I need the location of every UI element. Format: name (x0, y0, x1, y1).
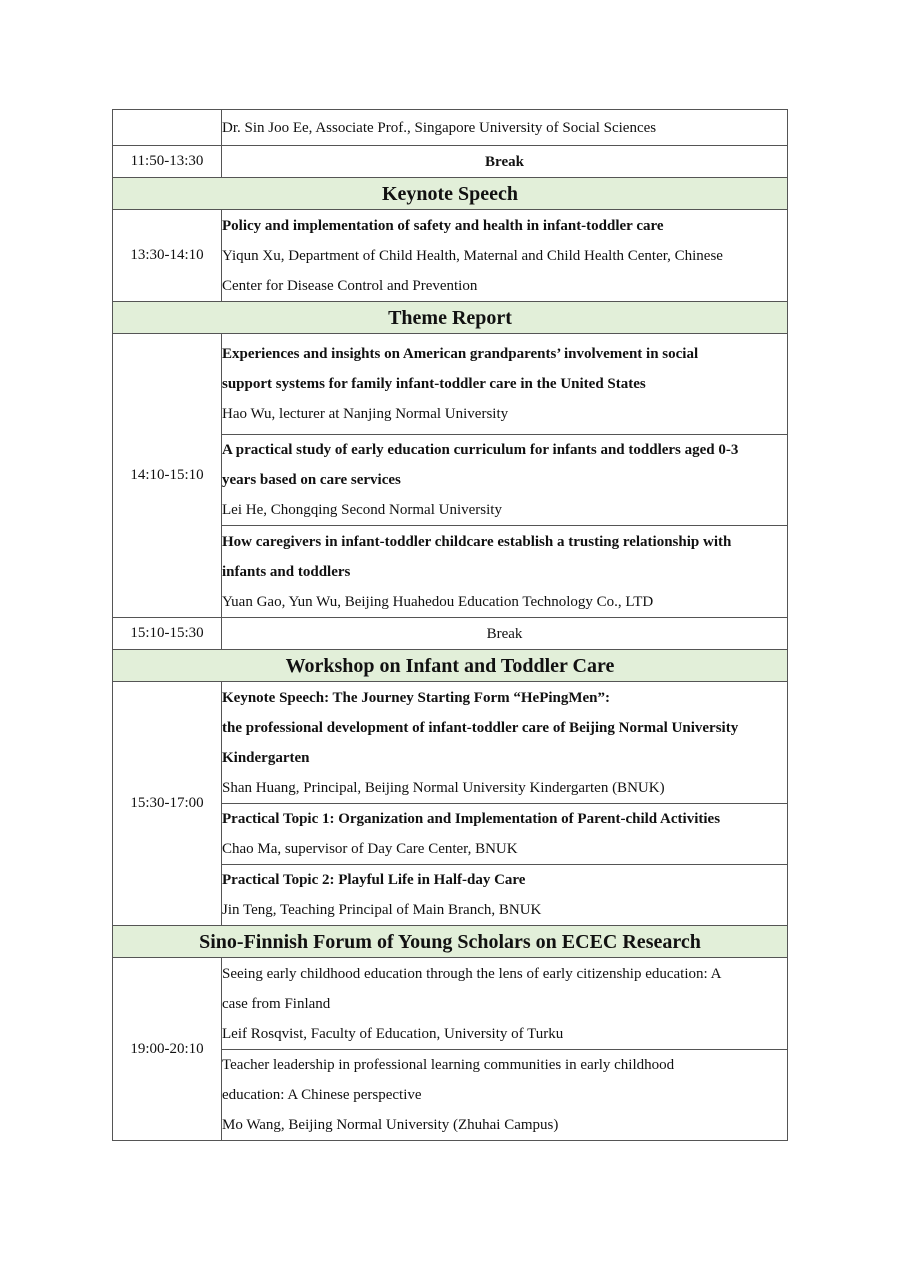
session-cell (222, 958, 788, 1050)
section-header-row (113, 650, 788, 682)
talk-title: How caregivers in infant-toddler childcare establish a trusting relationship with (222, 533, 732, 550)
talk-title: Seeing early childhood education through the lens of early citizenship education: A (222, 965, 722, 982)
session-cell (222, 210, 788, 302)
schedule-table (112, 109, 788, 1141)
time-cell (113, 110, 222, 146)
table-row (113, 146, 788, 178)
talk-title: Teacher leadership in professional learning communities in early childhood (222, 1057, 675, 1073)
talk-title: Practical Topic 2: Playful Life in Half-day Care (222, 872, 526, 888)
table-row (113, 682, 788, 804)
speaker-text: Shan Huang, Principal, Beijing Normal University Kindergarten (BNUK) (222, 779, 665, 796)
speaker-text: Yiqun Xu, Department of Child Health, Maternal and Child Health Center, Chinese (222, 247, 723, 264)
speaker-text: Mo Wang, Beijing Normal University (Zhuhai Campus) (222, 1117, 559, 1133)
section-header-row (113, 178, 788, 210)
break-cell: Break (222, 618, 788, 650)
session-cell (222, 1050, 788, 1141)
section-title: Sino-Finnish Forum of Young Scholars on ECEC Research (113, 926, 788, 958)
table-row (113, 618, 788, 650)
talk-title: support systems for family infant-toddler care in the United States (222, 376, 646, 392)
talk-title: Keynote Speech: The Journey Starting Form “HePingMen”: (222, 689, 611, 706)
session-cell (222, 110, 788, 146)
session-cell (222, 804, 788, 865)
talk-title: Experiences and insights on American grandparents’ involvement in social (222, 346, 699, 362)
talk-title: years based on care services (222, 472, 401, 488)
time-cell: 15:30-17:00 (113, 682, 222, 926)
session-cell (222, 334, 788, 435)
speaker-text: Chao Ma, supervisor of Day Care Center, BNUK (222, 841, 518, 857)
speaker-text: Jin Teng, Teaching Principal of Main Branch, BNUK (222, 902, 542, 918)
session-cell (222, 526, 788, 618)
talk-title: the professional development of infant-toddler care of Beijing Normal University (222, 719, 739, 736)
session-cell (222, 435, 788, 526)
session-cell (222, 682, 788, 804)
break-cell: Break (222, 146, 788, 178)
speaker-text: Dr. Sin Joo Ee, Associate Prof., Singapore University of Social Sciences (222, 119, 657, 136)
time-cell: 14:10-15:10 (113, 334, 222, 618)
section-title: Theme Report (113, 302, 788, 334)
section-header-row (113, 302, 788, 334)
talk-title: Practical Topic 1: Organization and Implementation of Parent-child Activities (222, 811, 721, 827)
talk-title: Kindergarten (222, 749, 310, 766)
talk-title: case from Finland (222, 995, 331, 1012)
time-cell: 13:30-14:10 (113, 210, 222, 302)
section-header-row (113, 926, 788, 958)
time-cell: 19:00-20:10 (113, 958, 222, 1141)
table-row (113, 210, 788, 302)
talk-title: education: A Chinese perspective (222, 1087, 422, 1103)
talk-title: Policy and implementation of safety and health in infant-toddler care (222, 217, 664, 234)
speaker-text: Hao Wu, lecturer at Nanjing Normal University (222, 406, 509, 422)
section-title: Keynote Speech (113, 178, 788, 210)
time-cell: 11:50-13:30 (113, 146, 222, 178)
talk-title: infants and toddlers (222, 563, 351, 580)
speaker-text: Leif Rosqvist, Faculty of Education, University of Turku (222, 1025, 564, 1042)
speaker-text: Lei He, Chongqing Second Normal University (222, 502, 502, 518)
time-cell: 15:10-15:30 (113, 618, 222, 650)
table-row (113, 110, 788, 146)
section-title: Workshop on Infant and Toddler Care (113, 650, 788, 682)
speaker-text: Center for Disease Control and Prevention (222, 277, 478, 294)
session-cell (222, 865, 788, 926)
speaker-text: Yuan Gao, Yun Wu, Beijing Huahedou Education Technology Co., LTD (222, 593, 654, 610)
table-row (113, 958, 788, 1050)
talk-title: A practical study of early education curriculum for infants and toddlers aged 0-3 (222, 442, 739, 458)
table-row (113, 334, 788, 435)
